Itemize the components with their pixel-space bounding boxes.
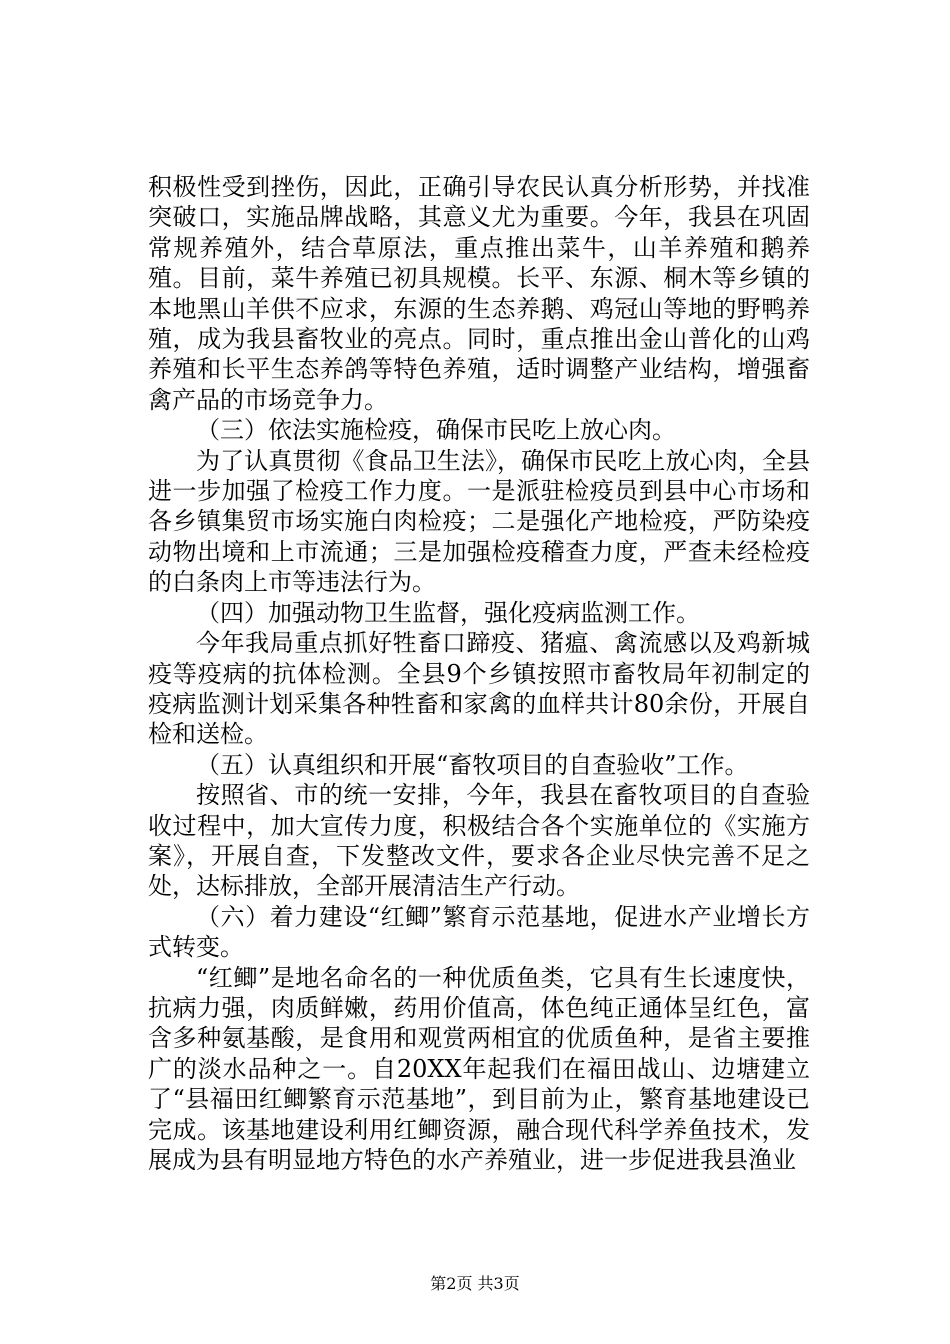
section-heading: （五）认真组织和开展“畜牧项目的自查验收”工作。 [196, 750, 749, 779]
section-heading: （六）着力建设“红鲫”繁育示范基地，促进水产业增长方式转变。 [148, 902, 810, 962]
paragraph: 积极性受到挫伤，因此，正确引导农民认真分析形势，并找准突破口，实施品牌战略，其意义尤为重要。今年，我县在巩固常规养殖外，结合草原法，重点推出菜牛，山羊养殖和鹅养殖。目前，菜牛养殖已初具规模。长平、东源、桐木等乡镇的本地黑山羊供不应求，东源的生态养鹅、鸡冠山等地的野鸭养殖，成为我县畜牧业的亮点。同时，重点推出金山普化的山鸡养殖和长平生态养鸽等特色养殖，适时调整产业结构，增强畜禽产品的市场竞争力。 [148, 173, 810, 414]
paragraph: “红鲫”是地名命名的一种优质鱼类，它具有生长速度快，抗病力强，肉质鲜嫩，药用价值高，体色纯正通体呈红色，富含多种氨基酸，是食用和观赏两相宜的优质鱼种，是省主要推广的淡水品种之一。自20XX年起我们在福田战山、边塘建立了“县福田红鲫繁育示范基地”，到目前为止，繁育基地建设已完成。该基地建设利用红鲫资源，融合现代科学养鱼技术，发展成为县有明显地方特色的水产养殖业，进一步促进我县渔业 [148, 963, 810, 1174]
section-heading: （三）依法实施检疫，确保市民吃上放心肉。 [196, 416, 676, 445]
paragraph: 今年我局重点抓好牲畜口蹄疫、猪瘟、禽流感以及鸡新城疫等疫病的抗体检测。全县9个乡镇按照市畜牧局年初制定的疫病监测计划采集各种牲畜和家禽的血样共计80余份，开展自检和送检。 [148, 629, 810, 749]
section-heading: （四）加强动物卫生监督，强化疫病监测工作。 [196, 598, 700, 627]
page-footer: 第2页 共3页 [430, 1274, 520, 1293]
paragraph: 按照省、市的统一安排，今年，我县在畜牧项目的自查验收过程中，加大宣传力度，积极结合各个实施单位的《实施方案》，开展自查，下发整改文件，要求各企业尽快完善不足之处，达标排放，全部开展清洁生产行动。 [148, 781, 810, 901]
document-body [148, 172, 810, 1175]
paragraph: 为了认真贯彻《食品卫生法》，确保市民吃上放心肉，全县进一步加强了检疫工作力度。一是派驻检疫员到县中心市场和各乡镇集贸市场实施白肉检疫；二是强化产地检疫，严防染疫动物出境和上市流通；三是加强检疫稽查力度，严查未经检疫的白条肉上市等违法行为。 [148, 446, 810, 597]
